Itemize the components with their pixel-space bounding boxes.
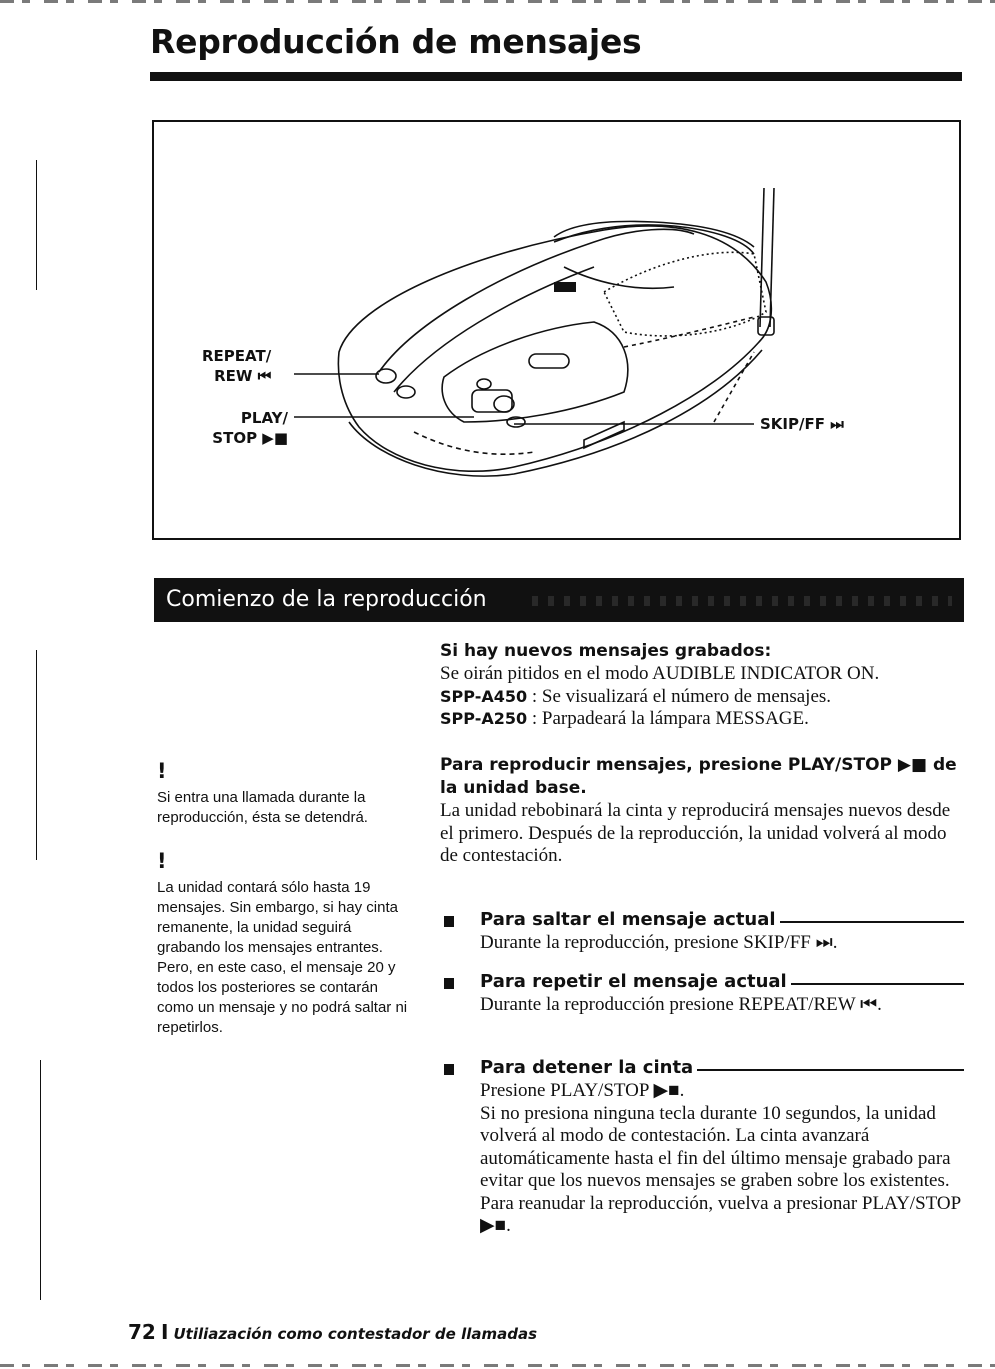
scan-speckle	[532, 596, 952, 606]
section-heading-bar	[154, 578, 964, 622]
title-rule	[150, 72, 962, 81]
skip-ff-callout: SKIP/FF ⏭	[760, 415, 844, 433]
scan-edge-bottom	[0, 1364, 995, 1367]
device-figure	[152, 120, 961, 540]
bullet-square-icon	[444, 916, 454, 927]
bullet-heading: Para detener la cinta	[480, 1057, 694, 1078]
bullet-text: Durante la reproducción presione REPEAT/REW ⏮.	[480, 994, 882, 1015]
note-1	[157, 760, 415, 828]
bullet-text: Si no presiona ninguna tecla durante 10 segundos, la unidad volverá al modo de contestación. La cinta avanzará automáticamente hasta el fin del último mensaje grabado para evitar que los nuevos mensajes se graben sobre los existentes.	[480, 1102, 951, 1191]
heading-rule	[780, 921, 964, 923]
playback-text: La unidad rebobinará la cinta y reproducirá mensajes nuevos desde el primero. Después de la reproducción, la unidad volverá al modo de contestación.	[440, 800, 951, 866]
note-text: Si entra una llamada durante la reproducción, ésta se detendrá.	[157, 789, 368, 826]
page-title: Reproducción de mensajes	[150, 22, 642, 61]
answering-machine-illustration	[154, 122, 963, 542]
binding-mark	[36, 160, 37, 290]
note-text: La unidad contará sólo hasta 19 mensajes. Sin embargo, si hay cinta remanente, la unidad seguirá grabando los mensajes entrantes. Pero, en este caso, el mensaje 20 y todos los posteriores se contarán como un mensaje y no podrá saltar ni repetirlos.	[157, 879, 408, 1036]
warning-mark-icon: !	[157, 849, 167, 873]
model-a250: SPP-A250	[440, 709, 528, 728]
new-messages-heading: Si hay nuevos mensajes grabados:	[440, 641, 772, 661]
bullet-heading: Para saltar el mensaje actual	[480, 909, 776, 930]
bullet-square-icon	[444, 1064, 454, 1075]
playback-heading: Para reproducir mensajes, presione PLAY/STOP ▶■ de la unidad base.	[440, 755, 957, 798]
note-2	[157, 850, 415, 1038]
binding-mark	[40, 1060, 41, 1300]
page-footer	[128, 1320, 537, 1344]
bullet-text: Para reanudar la reproducción, vuelva a presionar PLAY/STOP ▶■.	[480, 1192, 961, 1236]
page-number: 72	[128, 1320, 156, 1344]
section-heading: Comienzo de la reproducción	[166, 587, 487, 612]
bullet-square-icon	[444, 978, 454, 989]
model-a450: SPP-A450	[440, 686, 528, 706]
bullet-heading: Para repetir el mensaje actual	[480, 971, 787, 992]
model-a250-line: SPP-A250 : Parpadeará la lámpara MESSAGE.	[440, 708, 809, 729]
bullet-text: Presione PLAY/STOP ▶■.	[480, 1080, 685, 1101]
playback-block	[440, 754, 960, 868]
footer-separator: I	[160, 1320, 169, 1344]
warning-mark-icon: !	[157, 759, 167, 783]
bullet-text: Durante la reproducción, presione SKIP/FF ⏭.	[480, 932, 838, 953]
binding-mark	[36, 650, 37, 860]
model-a450-line: SPP-A450 : Se visualizará el número de mensajes.	[440, 685, 832, 707]
repeat-rew-callout: REPEAT/ REW ⏮	[202, 347, 272, 385]
new-messages-line: Se oirán pitidos en el modo AUDIBLE INDICATOR ON.	[440, 663, 880, 684]
play-stop-callout: PLAY/ STOP ▶■	[212, 409, 288, 447]
new-messages-block	[440, 640, 960, 731]
heading-rule	[697, 1069, 964, 1071]
scan-edge-top	[0, 0, 995, 3]
chapter-title: Utiliazación como contestador de llamadas	[173, 1325, 538, 1343]
heading-rule	[791, 983, 964, 985]
